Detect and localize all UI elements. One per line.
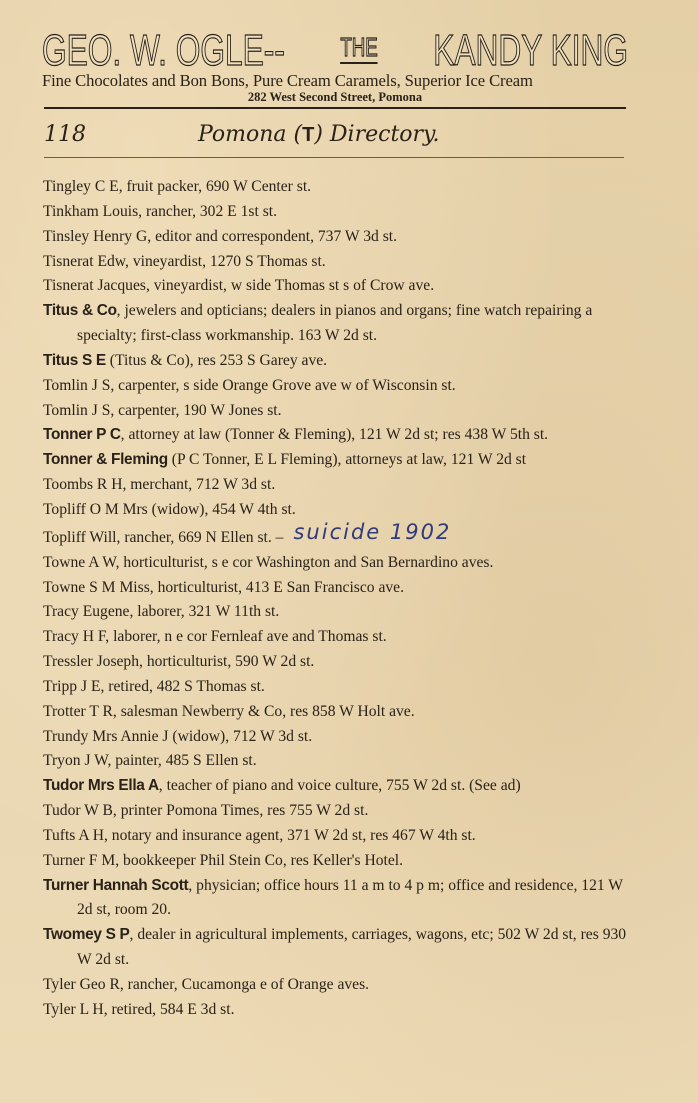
directory-entry <box>43 175 633 200</box>
directory-entries <box>43 175 633 1023</box>
entry-detail: , retired, 482 S Thomas st. <box>100 677 265 695</box>
directory-entry <box>43 299 633 349</box>
entry-name: Tinsley Henry G <box>43 227 148 245</box>
entry-name: Turner F M <box>43 851 116 869</box>
running-head <box>44 120 626 150</box>
directory-entry <box>43 973 633 998</box>
directory-entry <box>43 923 633 973</box>
entry-name: Tisnerat Edw <box>43 252 126 270</box>
entry-name: Tripp J E <box>43 677 101 695</box>
directory-entry <box>43 399 633 424</box>
entry-detail: , merchant, 712 W 3d st. <box>122 476 276 494</box>
directory-entry <box>43 998 633 1023</box>
entry-detail: , fruit packer, 690 W Center st. <box>118 178 312 195</box>
entry-name: Tingley C E <box>43 178 119 195</box>
directory-entry <box>43 774 633 799</box>
entry-detail: , physician; office hours 11 a m to 4 p m; office and residence, 121 W 2d st, room 20. <box>77 876 623 919</box>
entry-detail: , attorney at law (Tonner & Fleming), 121 W 2d st; res 438 W 5th st. <box>120 426 549 444</box>
entry-name: Turner Hannah Scott <box>43 876 189 894</box>
header-rule <box>44 107 626 109</box>
entry-detail: , horticulturist, s e cor Washington and San Bernardino aves. <box>115 553 494 571</box>
ad-title-the: THE <box>340 32 378 62</box>
entry-detail: , notary and insurance agent, 371 W 2d st, res 467 W 4th st. <box>103 826 476 844</box>
handwritten-annotation: suicide 1902 <box>293 519 452 544</box>
ad-title-kandy-king: KANDY KING <box>433 26 629 75</box>
directory-entry <box>43 650 633 675</box>
entry-name: Toombs R H <box>43 476 123 494</box>
directory-entry <box>43 374 633 399</box>
entry-name: Tyler L H <box>43 1000 104 1018</box>
entry-detail: , rancher, 302 E 1st st. <box>138 202 277 220</box>
entry-name: Trotter T R <box>43 702 113 720</box>
entry-name: Tracy Eugene <box>43 603 130 621</box>
directory-entry <box>43 675 633 700</box>
entry-name: Tudor Mrs Ella A <box>43 777 159 795</box>
directory-entry <box>43 423 633 448</box>
directory-entry <box>43 849 633 874</box>
running-title-start: Pomona ( <box>198 122 303 147</box>
entry-detail: , laborer, n e cor Fernleaf ave and Thomas st. <box>105 628 387 646</box>
entry-detail: , jewelers and opticians; dealers in pianos and organs; fine watch repairing a specialty; first-class workmanship. 163 W 2d st. <box>77 302 593 345</box>
entry-detail: , laborer, 321 W 11th st. <box>129 603 280 621</box>
entry-name: Towne A W <box>43 553 116 571</box>
entry-detail: , vineyardist, w side Thomas st s of Crow ave. <box>145 277 435 295</box>
entry-name: Tinkham Louis <box>43 202 139 220</box>
entry-detail: , horticulturist, 413 E San Francisco ave. <box>149 578 404 596</box>
entry-name: Towne S M Miss <box>43 578 150 596</box>
ad-title <box>42 26 629 75</box>
entry-detail: , vineyardist, 1270 S Thomas st. <box>125 252 326 270</box>
entry-detail: (P C Tonner, E L Fleming), attorneys at law, 121 W 2d st <box>167 451 527 469</box>
directory-entry <box>43 274 633 299</box>
ad-title-name: GEO. W. OGLE-- <box>42 26 285 75</box>
page-number: 118 <box>44 122 86 147</box>
entry-detail: , retired, 584 E 3d st. <box>103 1000 235 1018</box>
directory-entry <box>43 725 633 750</box>
directory-entry <box>43 749 633 774</box>
entry-name: Tomlin J S <box>43 376 111 394</box>
directory-entry <box>43 225 633 250</box>
directory-entry <box>43 349 633 374</box>
entry-name: Tisnerat Jacques <box>43 277 146 295</box>
entry-detail: (Titus & Co), res 253 S Garey ave. <box>105 351 328 369</box>
entry-detail: , rancher, Cucamonga e of Orange aves. <box>119 976 370 993</box>
entry-name: Tracy H F <box>43 628 106 646</box>
entry-name: Tudor W B <box>43 802 113 820</box>
ad-tagline: Fine Chocolates and Bon Bons, Pure Cream Caramels, Superior Ice Cream <box>42 71 533 90</box>
entry-detail: , carpenter, s side Orange Grove ave w of Wisconsin st. <box>110 376 456 394</box>
entry-detail: , teacher of piano and voice culture, 755 W 2d st. (See ad) <box>158 777 521 795</box>
directory-entry <box>43 600 633 625</box>
entry-name: Titus & Co <box>43 302 117 320</box>
ad-address: 282 West Second Street, Pomona <box>247 90 423 104</box>
directory-entry <box>43 250 633 275</box>
entry-name: Tonner P C <box>43 426 121 444</box>
entry-name: Tyler Geo R <box>43 976 120 993</box>
entry-detail: (widow), 454 W 4th st. <box>147 500 296 518</box>
entry-name: Topliff O M Mrs <box>43 500 148 518</box>
directory-entry <box>43 625 633 650</box>
entry-detail: , bookkeeper Phil Stein Co, res Keller's Hotel. <box>115 851 403 869</box>
section-letter: T <box>302 124 315 146</box>
directory-entry <box>43 519 633 551</box>
entry-name: Tonner & Fleming <box>43 451 168 469</box>
entry-detail: , printer Pomona Times, res 755 W 2d st. <box>112 802 369 820</box>
directory-entry <box>43 799 633 824</box>
entry-name: Tomlin J S <box>43 401 111 419</box>
entry-detail: , dealer in agricultural implements, carriages, wagons, etc; 502 W 2d st, res 930 W 2d st. <box>77 926 627 969</box>
directory-entry <box>43 448 633 473</box>
entry-detail: , horticulturist, 590 W 2d st. <box>139 653 315 671</box>
entry-name: Topliff Will <box>43 528 117 546</box>
entry-detail: , salesman Newberry & Co, res 858 W Holt ave. <box>112 702 415 720</box>
entry-detail: , painter, 485 S Ellen st. <box>107 752 257 770</box>
directory-entry <box>43 200 633 225</box>
advertisement-banner <box>42 26 629 104</box>
entry-name: Tryon J W <box>43 752 108 770</box>
running-title-end: ) Directory. <box>314 122 440 147</box>
directory-entry <box>43 576 633 601</box>
directory-entry <box>43 874 633 924</box>
entry-name: Trundy Mrs Annie J <box>43 727 169 745</box>
entry-name: Tressler Joseph <box>43 653 140 671</box>
entry-detail: , carpenter, 190 W Jones st. <box>110 401 282 419</box>
entry-name: Twomey S P <box>43 926 130 944</box>
running-head-rule <box>44 157 624 158</box>
entry-detail: , rancher, 669 N Ellen st. – <box>116 528 284 546</box>
entry-detail: (widow), 712 W 3d st. <box>168 727 313 745</box>
directory-entry <box>43 700 633 725</box>
entry-detail: , editor and correspondent, 737 W 3d st. <box>147 227 398 245</box>
entry-name: Titus S E <box>43 351 106 369</box>
entry-name: Tufts A H <box>43 826 104 844</box>
directory-entry <box>43 824 633 849</box>
directory-entry <box>43 551 633 576</box>
running-title <box>198 120 440 150</box>
directory-entry <box>43 473 633 498</box>
